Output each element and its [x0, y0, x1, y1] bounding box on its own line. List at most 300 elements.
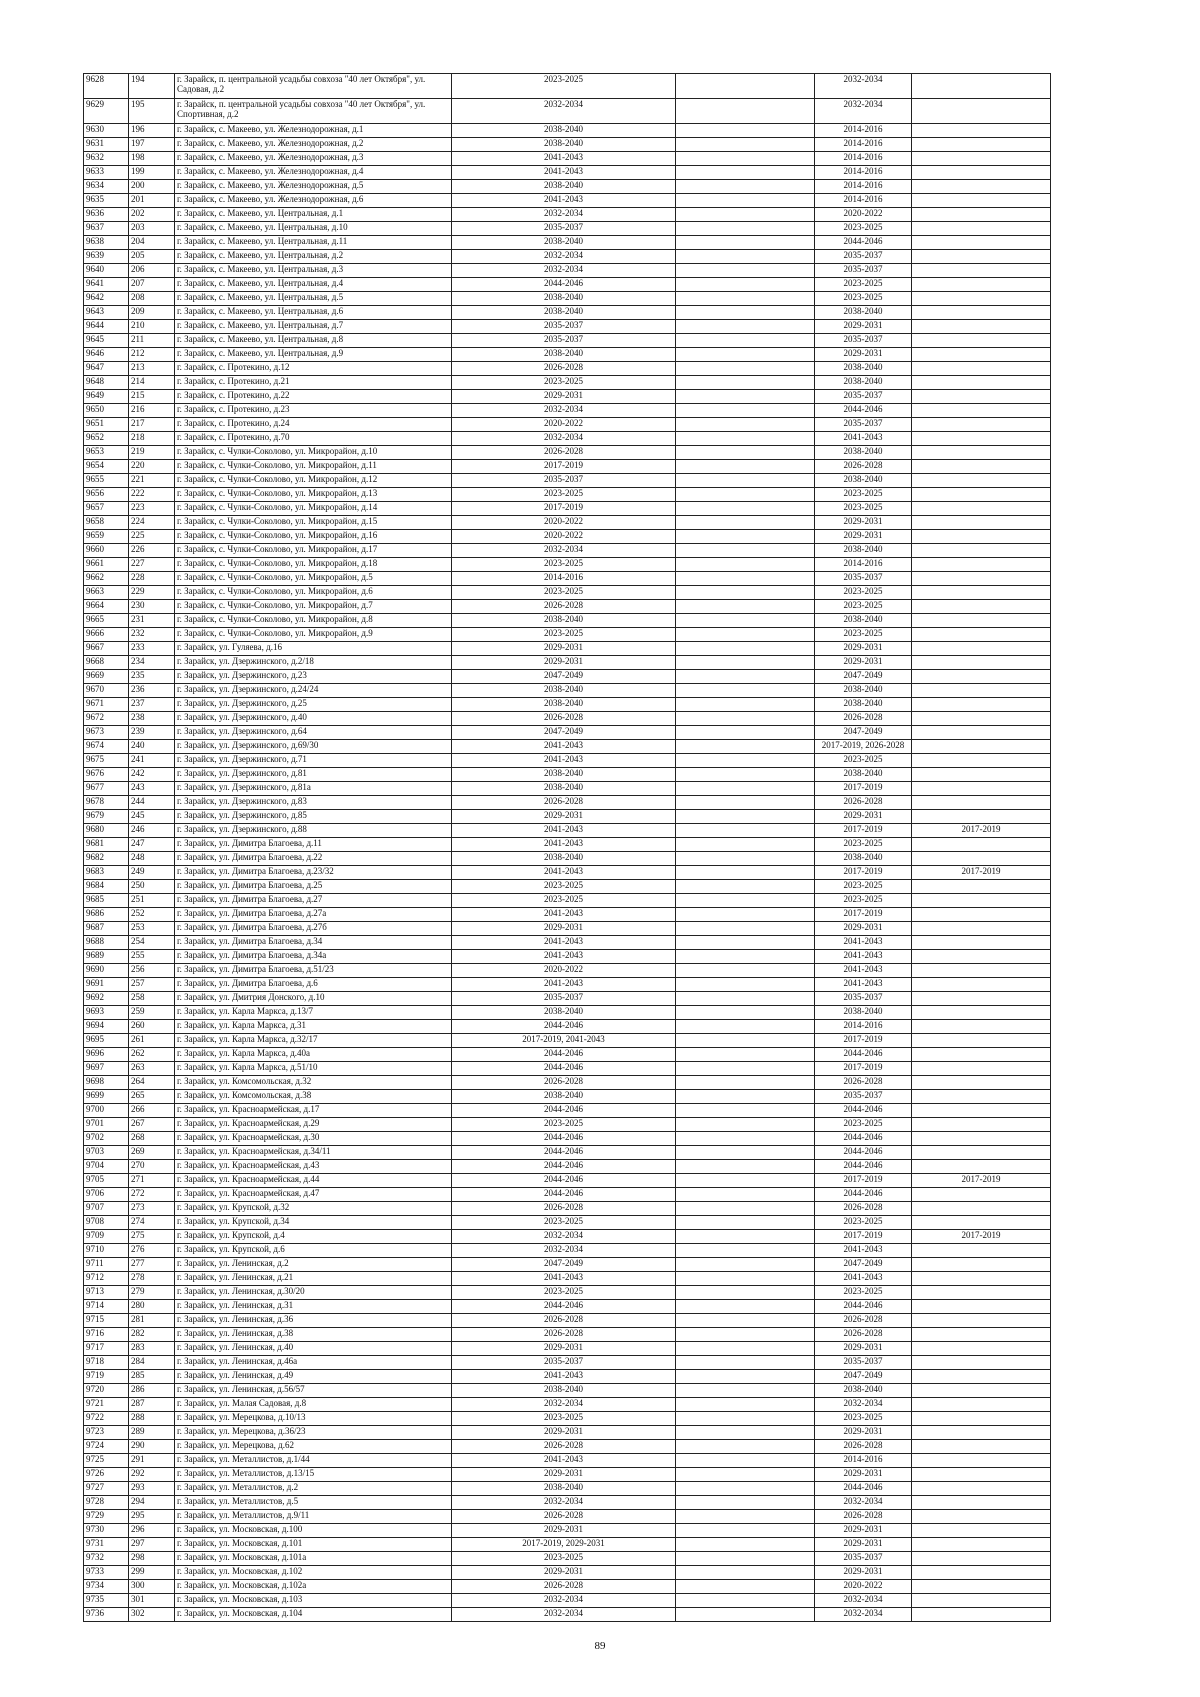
table-cell-n: 287 — [129, 1398, 175, 1412]
table-cell-id: 9709 — [84, 1230, 129, 1244]
table-cell-d — [676, 474, 815, 488]
table-cell-e: 2023-2025 — [815, 488, 912, 502]
table-cell-f — [912, 1342, 1051, 1356]
table-cell-e: 2023-2025 — [815, 502, 912, 516]
table-row — [84, 1076, 1131, 1090]
table-cell-a: 2023-2025 — [452, 628, 676, 642]
table-cell-d — [676, 222, 815, 236]
table-cell-n: 288 — [129, 1412, 175, 1426]
table-cell-d — [676, 950, 815, 964]
table-cell-n: 281 — [129, 1314, 175, 1328]
table-cell-a: 2047-2049 — [452, 1258, 676, 1272]
table-row — [84, 1062, 1131, 1076]
table-cell-e: 2038-2040 — [815, 474, 912, 488]
table-cell-id: 9648 — [84, 376, 129, 390]
table-row — [84, 698, 1131, 712]
table-cell-d — [676, 1412, 815, 1426]
table-cell-f — [912, 1496, 1051, 1510]
table-row — [84, 1258, 1131, 1272]
table-cell-addr: г. Зарайск, ул. Мерецкова, д.62 — [175, 1440, 452, 1454]
table-cell-addr: г. Зарайск, с. Макеево, ул. Центральная, д.4 — [175, 278, 452, 292]
table-cell-f — [912, 950, 1051, 964]
table-cell-f — [912, 698, 1051, 712]
table-cell-id: 9639 — [84, 250, 129, 264]
table-cell-n: 198 — [129, 152, 175, 166]
table-row — [84, 74, 1131, 99]
table-cell-f — [912, 502, 1051, 516]
table-cell-f — [912, 418, 1051, 432]
table-row — [84, 1384, 1131, 1398]
table-cell-a: 2023-2025 — [452, 894, 676, 908]
table-cell-id: 9685 — [84, 894, 129, 908]
table-cell-d — [676, 838, 815, 852]
table-cell-addr: г. Зарайск, ул. Красноармейская, д.44 — [175, 1174, 452, 1188]
table-cell-n: 276 — [129, 1244, 175, 1258]
table-cell-e: 2017-2019, 2026-2028 — [815, 740, 912, 754]
table-cell-addr: г. Зарайск, ул. Ленинская, д.38 — [175, 1328, 452, 1342]
table-cell-n: 285 — [129, 1370, 175, 1384]
table-cell-d — [676, 572, 815, 586]
table-row — [84, 1510, 1131, 1524]
table-cell-addr: г. Зарайск, ул. Дзержинского, д.81а — [175, 782, 452, 796]
table-row — [84, 222, 1131, 236]
table-cell-d — [676, 628, 815, 642]
table-cell-f — [912, 1286, 1051, 1300]
table-row — [84, 1356, 1131, 1370]
table-cell-f: 2017-2019 — [912, 1174, 1051, 1188]
table-cell-n: 255 — [129, 950, 175, 964]
table-cell-addr: г. Зарайск, ул. Красноармейская, д.29 — [175, 1118, 452, 1132]
table-cell-d — [676, 726, 815, 740]
table-cell-n: 278 — [129, 1272, 175, 1286]
register-table — [83, 73, 1131, 1622]
table-cell-n: 238 — [129, 712, 175, 726]
table-cell-n: 289 — [129, 1426, 175, 1440]
table-cell-a: 2023-2025 — [452, 1412, 676, 1426]
table-cell-f — [912, 726, 1051, 740]
table-cell-addr: г. Зарайск, с. Чулки-Соколово, ул. Микрорайон, д.18 — [175, 558, 452, 572]
table-cell-n: 228 — [129, 572, 175, 586]
table-cell-n: 214 — [129, 376, 175, 390]
table-cell-id: 9638 — [84, 236, 129, 250]
table-cell-d — [676, 250, 815, 264]
table-row — [84, 460, 1131, 474]
table-cell-f — [912, 936, 1051, 950]
table-cell-n: 246 — [129, 824, 175, 838]
table-cell-a: 2023-2025 — [452, 880, 676, 894]
table-cell-d — [676, 1384, 815, 1398]
table-cell-addr: г. Зарайск, ул. Московская, д.100 — [175, 1524, 452, 1538]
table-cell-addr: г. Зарайск, ул. Димитра Благоева, д.22 — [175, 852, 452, 866]
table-cell-d — [676, 1020, 815, 1034]
table-cell-d — [676, 894, 815, 908]
table-cell-e: 2029-2031 — [815, 656, 912, 670]
table-cell-addr: г. Зарайск, с. Чулки-Соколово, ул. Микрорайон, д.16 — [175, 530, 452, 544]
table-cell-addr: г. Зарайск, с. Макеево, ул. Центральная, д.9 — [175, 348, 452, 362]
table-cell-id: 9728 — [84, 1496, 129, 1510]
table-cell-n: 270 — [129, 1160, 175, 1174]
page-number: 89 — [594, 1640, 606, 1652]
table-cell-addr: г. Зарайск, с. Макеево, ул. Центральная, д.6 — [175, 306, 452, 320]
table-cell-e: 2017-2019 — [815, 824, 912, 838]
table-cell-f — [912, 544, 1051, 558]
table-cell-addr: г. Зарайск, ул. Дзержинского, д.23 — [175, 670, 452, 684]
table-cell-id: 9714 — [84, 1300, 129, 1314]
table-cell-n: 258 — [129, 992, 175, 1006]
table-cell-f — [912, 432, 1051, 446]
table-cell-d — [676, 334, 815, 348]
table-cell-id: 9675 — [84, 754, 129, 768]
table-cell-a: 2038-2040 — [452, 852, 676, 866]
table-cell-f — [912, 600, 1051, 614]
table-cell-a: 2014-2016 — [452, 572, 676, 586]
table-cell-id: 9727 — [84, 1482, 129, 1496]
table-cell-id: 9649 — [84, 390, 129, 404]
table-cell-f — [912, 558, 1051, 572]
table-cell-d — [676, 1244, 815, 1258]
table-cell-f — [912, 404, 1051, 418]
table-cell-e: 2029-2031 — [815, 348, 912, 362]
table-cell-f — [912, 1020, 1051, 1034]
table-cell-a: 2038-2040 — [452, 124, 676, 138]
table-row — [84, 432, 1131, 446]
table-cell-d — [676, 1034, 815, 1048]
table-cell-n: 215 — [129, 390, 175, 404]
table-cell-d — [676, 684, 815, 698]
table-cell-addr: г. Зарайск, с. Макеево, ул. Железнодорожная, д.6 — [175, 194, 452, 208]
table-cell-addr: г. Зарайск, с. Чулки-Соколово, ул. Микрорайон, д.17 — [175, 544, 452, 558]
table-cell-e: 2029-2031 — [815, 642, 912, 656]
table-cell-f — [912, 1216, 1051, 1230]
table-cell-d — [676, 1314, 815, 1328]
table-cell-d — [676, 460, 815, 474]
table-cell-a: 2026-2028 — [452, 1510, 676, 1524]
table-cell-id: 9702 — [84, 1132, 129, 1146]
table-cell-f — [912, 880, 1051, 894]
table-cell-a: 2041-2043 — [452, 754, 676, 768]
table-cell-a: 2044-2046 — [452, 1146, 676, 1160]
table-cell-addr: г. Зарайск, с. Протекино, д.70 — [175, 432, 452, 446]
table-row — [84, 208, 1131, 222]
table-cell-d — [676, 488, 815, 502]
table-cell-e: 2035-2037 — [815, 1090, 912, 1104]
table-cell-f — [912, 1062, 1051, 1076]
table-cell-n: 210 — [129, 320, 175, 334]
table-cell-a: 2026-2028 — [452, 796, 676, 810]
table-cell-id: 9652 — [84, 432, 129, 446]
table-cell-n: 293 — [129, 1482, 175, 1496]
table-cell-n: 302 — [129, 1608, 175, 1622]
table-cell-e: 2044-2046 — [815, 1482, 912, 1496]
table-cell-e: 2038-2040 — [815, 698, 912, 712]
table-cell-f — [912, 964, 1051, 978]
table-cell-a: 2041-2043 — [452, 166, 676, 180]
table-cell-a: 2023-2025 — [452, 586, 676, 600]
table-row — [84, 670, 1131, 684]
table-cell-n: 297 — [129, 1538, 175, 1552]
table-row — [84, 1552, 1131, 1566]
table-cell-a: 2032-2034 — [452, 1398, 676, 1412]
table-cell-d — [676, 180, 815, 194]
table-cell-addr: г. Зарайск, ул. Димитра Благоева, д.51/23 — [175, 964, 452, 978]
table-cell-f — [912, 194, 1051, 208]
table-cell-addr: г. Зарайск, с. Макеево, ул. Железнодорожная, д.1 — [175, 124, 452, 138]
table-cell-d — [676, 1230, 815, 1244]
table-cell-f — [912, 1244, 1051, 1258]
table-cell-n: 268 — [129, 1132, 175, 1146]
table-cell-a: 2035-2037 — [452, 992, 676, 1006]
table-cell-addr: г. Зарайск, с. Чулки-Соколово, ул. Микрорайон, д.14 — [175, 502, 452, 516]
table-cell-n: 260 — [129, 1020, 175, 1034]
table-cell-n: 279 — [129, 1286, 175, 1300]
table-cell-f — [912, 264, 1051, 278]
table-cell-d — [676, 908, 815, 922]
table-cell-d — [676, 99, 815, 124]
table-cell-id: 9688 — [84, 936, 129, 950]
table-cell-a: 2029-2031 — [452, 922, 676, 936]
table-cell-n: 199 — [129, 166, 175, 180]
table-cell-a: 2032-2034 — [452, 99, 676, 124]
table-cell-id: 9673 — [84, 726, 129, 740]
table-cell-d — [676, 264, 815, 278]
table-cell-e: 2026-2028 — [815, 1440, 912, 1454]
table-row — [84, 1496, 1131, 1510]
table-cell-d — [676, 1062, 815, 1076]
table-cell-e: 2026-2028 — [815, 1202, 912, 1216]
table-cell-f — [912, 586, 1051, 600]
table-cell-f — [912, 1608, 1051, 1622]
table-cell-f — [912, 1202, 1051, 1216]
table-cell-a: 2029-2031 — [452, 1426, 676, 1440]
table-cell-id: 9693 — [84, 1006, 129, 1020]
table-cell-e: 2029-2031 — [815, 1566, 912, 1580]
table-cell-a: 2041-2043 — [452, 1454, 676, 1468]
table-cell-addr: г. Зарайск, ул. Красноармейская, д.43 — [175, 1160, 452, 1174]
table-cell-e: 2035-2037 — [815, 418, 912, 432]
table-cell-id: 9629 — [84, 99, 129, 124]
table-cell-f — [912, 978, 1051, 992]
table-cell-n: 216 — [129, 404, 175, 418]
table-cell-e: 2035-2037 — [815, 250, 912, 264]
table-cell-f: 2017-2019 — [912, 1230, 1051, 1244]
table-cell-f — [912, 908, 1051, 922]
table-cell-addr: г. Зарайск, ул. Дзержинского, д.24/24 — [175, 684, 452, 698]
table-cell-e: 2017-2019 — [815, 1174, 912, 1188]
table-cell-f — [912, 362, 1051, 376]
table-cell-addr: г. Зарайск, с. Макеево, ул. Железнодорожная, д.5 — [175, 180, 452, 194]
table-cell-e: 2041-2043 — [815, 950, 912, 964]
table-row — [84, 124, 1131, 138]
table-cell-f — [912, 180, 1051, 194]
table-cell-id: 9630 — [84, 124, 129, 138]
table-cell-a: 2038-2040 — [452, 1384, 676, 1398]
table-cell-id: 9731 — [84, 1538, 129, 1552]
table-cell-a: 2038-2040 — [452, 306, 676, 320]
table-cell-addr: г. Зарайск, ул. Мерецкова, д.36/23 — [175, 1426, 452, 1440]
table-cell-n: 212 — [129, 348, 175, 362]
table-cell-a: 2038-2040 — [452, 698, 676, 712]
table-cell-d — [676, 1524, 815, 1538]
table-cell-n: 235 — [129, 670, 175, 684]
table-cell-a: 2032-2034 — [452, 1244, 676, 1258]
table-cell-d — [676, 74, 815, 99]
table-cell-id: 9671 — [84, 698, 129, 712]
table-cell-a: 2032-2034 — [452, 1230, 676, 1244]
table-cell-addr: г. Зарайск, ул. Малая Садовая, д.8 — [175, 1398, 452, 1412]
table-cell-addr: г. Зарайск, ул. Ленинская, д.31 — [175, 1300, 452, 1314]
table-cell-f — [912, 1524, 1051, 1538]
table-cell-d — [676, 656, 815, 670]
table-cell-addr: г. Зарайск, ул. Мерецкова, д.10/13 — [175, 1412, 452, 1426]
table-cell-n: 296 — [129, 1524, 175, 1538]
table-cell-a: 2038-2040 — [452, 1006, 676, 1020]
table-row — [84, 894, 1131, 908]
table-cell-id: 9690 — [84, 964, 129, 978]
table-cell-addr: г. Зарайск, ул. Дзержинского, д.25 — [175, 698, 452, 712]
table-cell-n: 196 — [129, 124, 175, 138]
table-cell-id: 9733 — [84, 1566, 129, 1580]
table-cell-n: 218 — [129, 432, 175, 446]
table-cell-f — [912, 376, 1051, 390]
table-cell-addr: г. Зарайск, ул. Красноармейская, д.30 — [175, 1132, 452, 1146]
table-cell-d — [676, 600, 815, 614]
table-row — [84, 656, 1131, 670]
table-cell-e: 2026-2028 — [815, 712, 912, 726]
table-cell-n: 197 — [129, 138, 175, 152]
table-cell-id: 9697 — [84, 1062, 129, 1076]
table-cell-a: 2038-2040 — [452, 1090, 676, 1104]
table-cell-id: 9706 — [84, 1188, 129, 1202]
table-cell-d — [676, 1132, 815, 1146]
table-cell-a: 2047-2049 — [452, 726, 676, 740]
table-cell-f — [912, 1566, 1051, 1580]
table-cell-id: 9658 — [84, 516, 129, 530]
table-cell-d — [676, 1510, 815, 1524]
table-cell-addr: г. Зарайск, ул. Московская, д.103 — [175, 1594, 452, 1608]
table-cell-n: 224 — [129, 516, 175, 530]
table-cell-d — [676, 1104, 815, 1118]
table-row — [84, 1468, 1131, 1482]
table-cell-n: 295 — [129, 1510, 175, 1524]
table-cell-a: 2020-2022 — [452, 516, 676, 530]
table-cell-f — [912, 236, 1051, 250]
table-cell-a: 2041-2043 — [452, 152, 676, 166]
table-cell-d — [676, 1370, 815, 1384]
table-cell-d — [676, 866, 815, 880]
table-cell-d — [676, 1146, 815, 1160]
table-row — [84, 516, 1131, 530]
table-cell-f — [912, 782, 1051, 796]
table-row — [84, 1132, 1131, 1146]
table-cell-a: 2032-2034 — [452, 404, 676, 418]
table-cell-a: 2032-2034 — [452, 264, 676, 278]
table-row — [84, 1104, 1131, 1118]
table-cell-addr: г. Зарайск, с. Макеево, ул. Железнодорожная, д.3 — [175, 152, 452, 166]
table-cell-addr: г. Зарайск, с. Чулки-Соколово, ул. Микрорайон, д.5 — [175, 572, 452, 586]
table-cell-e: 2038-2040 — [815, 684, 912, 698]
table-cell-e: 2038-2040 — [815, 362, 912, 376]
table-row — [84, 1034, 1131, 1048]
table-cell-d — [676, 236, 815, 250]
table-cell-n: 272 — [129, 1188, 175, 1202]
table-cell-f — [912, 1426, 1051, 1440]
table-cell-e: 2029-2031 — [815, 530, 912, 544]
table-cell-addr: г. Зарайск, ул. Дзержинского, д.71 — [175, 754, 452, 768]
table-cell-d — [676, 712, 815, 726]
table-row — [84, 1440, 1131, 1454]
table-row — [84, 376, 1131, 390]
table-cell-addr: г. Зарайск, ул. Дзержинского, д.2/18 — [175, 656, 452, 670]
table-cell-n: 202 — [129, 208, 175, 222]
table-cell-addr: г. Зарайск, ул. Металлистов, д.2 — [175, 1482, 452, 1496]
table-cell-addr: г. Зарайск, п. центральной усадьбы совхоза "40 лет Октября", ул. Спортивная, д.2 — [175, 99, 452, 124]
table-cell-e: 2017-2019 — [815, 782, 912, 796]
table-cell-n: 264 — [129, 1076, 175, 1090]
table-cell-n: 247 — [129, 838, 175, 852]
table-cell-a: 2044-2046 — [452, 278, 676, 292]
table-cell-f — [912, 530, 1051, 544]
table-cell-e: 2032-2034 — [815, 1608, 912, 1622]
table-cell-n: 261 — [129, 1034, 175, 1048]
table-cell-a: 2038-2040 — [452, 236, 676, 250]
table-cell-n: 223 — [129, 502, 175, 516]
table-cell-addr: г. Зарайск, ул. Карла Маркса, д.51/10 — [175, 1062, 452, 1076]
table-cell-a: 2026-2028 — [452, 1328, 676, 1342]
table-cell-n: 226 — [129, 544, 175, 558]
table-cell-addr: г. Зарайск, ул. Комсомольская, д.32 — [175, 1076, 452, 1090]
table-cell-n: 201 — [129, 194, 175, 208]
table-cell-e: 2032-2034 — [815, 99, 912, 124]
table-cell-a: 2023-2025 — [452, 488, 676, 502]
table-cell-n: 290 — [129, 1440, 175, 1454]
table-cell-d — [676, 1286, 815, 1300]
table-cell-id: 9650 — [84, 404, 129, 418]
table-cell-id: 9713 — [84, 1286, 129, 1300]
table-cell-a: 2023-2025 — [452, 74, 676, 99]
table-row — [84, 152, 1131, 166]
table-cell-f — [912, 894, 1051, 908]
table-cell-f — [912, 754, 1051, 768]
table-cell-d — [676, 670, 815, 684]
table-cell-e: 2026-2028 — [815, 1314, 912, 1328]
table-row — [84, 1300, 1131, 1314]
table-cell-addr: г. Зарайск, ул. Дзержинского, д.88 — [175, 824, 452, 838]
table-cell-addr: г. Зарайск, ул. Комсомольская, д.38 — [175, 1090, 452, 1104]
table-cell-addr: г. Зарайск, с. Макеево, ул. Центральная, д.2 — [175, 250, 452, 264]
table-cell-a: 2023-2025 — [452, 376, 676, 390]
table-cell-f — [912, 488, 1051, 502]
table-cell-addr: г. Зарайск, ул. Дзержинского, д.64 — [175, 726, 452, 740]
table-cell-n: 236 — [129, 684, 175, 698]
table-row — [84, 1048, 1131, 1062]
table-cell-f — [912, 810, 1051, 824]
table-cell-n: 239 — [129, 726, 175, 740]
table-cell-id: 9679 — [84, 810, 129, 824]
table-cell-n: 284 — [129, 1356, 175, 1370]
table-cell-e: 2035-2037 — [815, 992, 912, 1006]
table-cell-id: 9683 — [84, 866, 129, 880]
table-cell-n: 207 — [129, 278, 175, 292]
table-cell-f — [912, 1034, 1051, 1048]
table-cell-e: 2014-2016 — [815, 1020, 912, 1034]
table-cell-f — [912, 1328, 1051, 1342]
table-cell-e: 2038-2040 — [815, 1006, 912, 1020]
table-cell-n: 194 — [129, 74, 175, 99]
table-cell-d — [676, 558, 815, 572]
table-cell-a: 2038-2040 — [452, 684, 676, 698]
table-cell-d — [676, 992, 815, 1006]
table-cell-d — [676, 964, 815, 978]
